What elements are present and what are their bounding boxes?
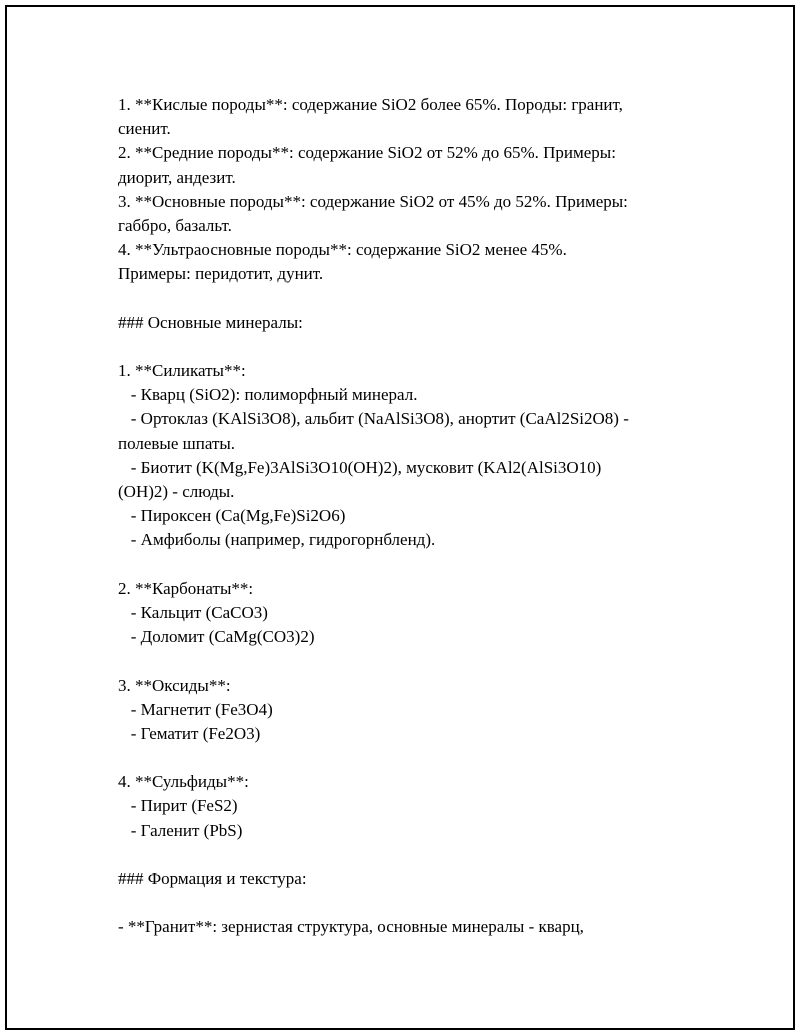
text-line: 1. **Силикаты**: (118, 361, 246, 381)
text-line: - Биотит (K(Mg,Fe)3AlSi3O10(OH)2), мусковит (KAl2(AlSi3O10) (118, 457, 602, 477)
text-line: - Галенит (PbS) (118, 820, 243, 840)
document-body (118, 93, 688, 940)
blank-line (118, 891, 688, 915)
blank-line (118, 649, 688, 673)
text-line: - Пироксен (Ca(Mg,Fe)Si2O6) (118, 506, 346, 526)
text-line: диорит, андезит. (118, 167, 236, 187)
text-line: - Кальцит (CaCO3) (118, 602, 268, 622)
blank-line (118, 553, 688, 577)
section-heading: ### Формация и текстура: (118, 869, 307, 888)
text-line: - Амфиболы (например, гидрогорнбленд). (118, 530, 436, 550)
text-line: - Пирит (FeS2) (118, 796, 238, 816)
text-line: - Ортоклаз (KAlSi3O8), альбит (NaAlSi3O8), анортит (CaAl2Si2O8) - (118, 409, 629, 429)
text-line: - Кварц (SiO2): полиморфный минерал. (118, 385, 418, 405)
blank-line (118, 335, 688, 359)
text-line: сиенит. (118, 119, 171, 139)
text-line: 4. **Ультраосновные породы**: содержание SiO2 менее 45%. (118, 240, 567, 260)
blank-line (118, 287, 688, 311)
text-line: (OH)2) - слюды. (118, 482, 235, 501)
text-line: 3. **Основные породы**: содержание SiO2 от 45% до 52%. Примеры: (118, 191, 628, 211)
text-line: Примеры: перидотит, дунит. (118, 264, 324, 284)
text-line: 2. **Средние породы**: содержание SiO2 от 52% до 65%. Примеры: (118, 143, 616, 163)
text-line: 4. **Сульфиды**: (118, 772, 249, 792)
text-line: - Гематит (Fe2O3) (118, 723, 261, 743)
section-heading: ### Основные минералы: (118, 312, 303, 332)
blank-line (118, 843, 688, 867)
blank-line (118, 746, 688, 770)
text-line: полевые шпаты. (118, 433, 236, 453)
text-line: - Магнетит (Fe3O4) (118, 699, 273, 719)
text-line: - Доломит (CaMg(CO3)2) (118, 627, 315, 647)
text-line: 3. **Оксиды**: (118, 675, 231, 695)
text-line: габбро, базальт. (118, 215, 232, 235)
text-line: 1. **Кислые породы**: содержание SiO2 более 65%. Породы: гранит, (118, 95, 623, 114)
text-line: 2. **Карбонаты**: (118, 578, 254, 598)
text-line: - **Гранит**: зернистая структура, основные минералы - кварц, (118, 917, 584, 937)
